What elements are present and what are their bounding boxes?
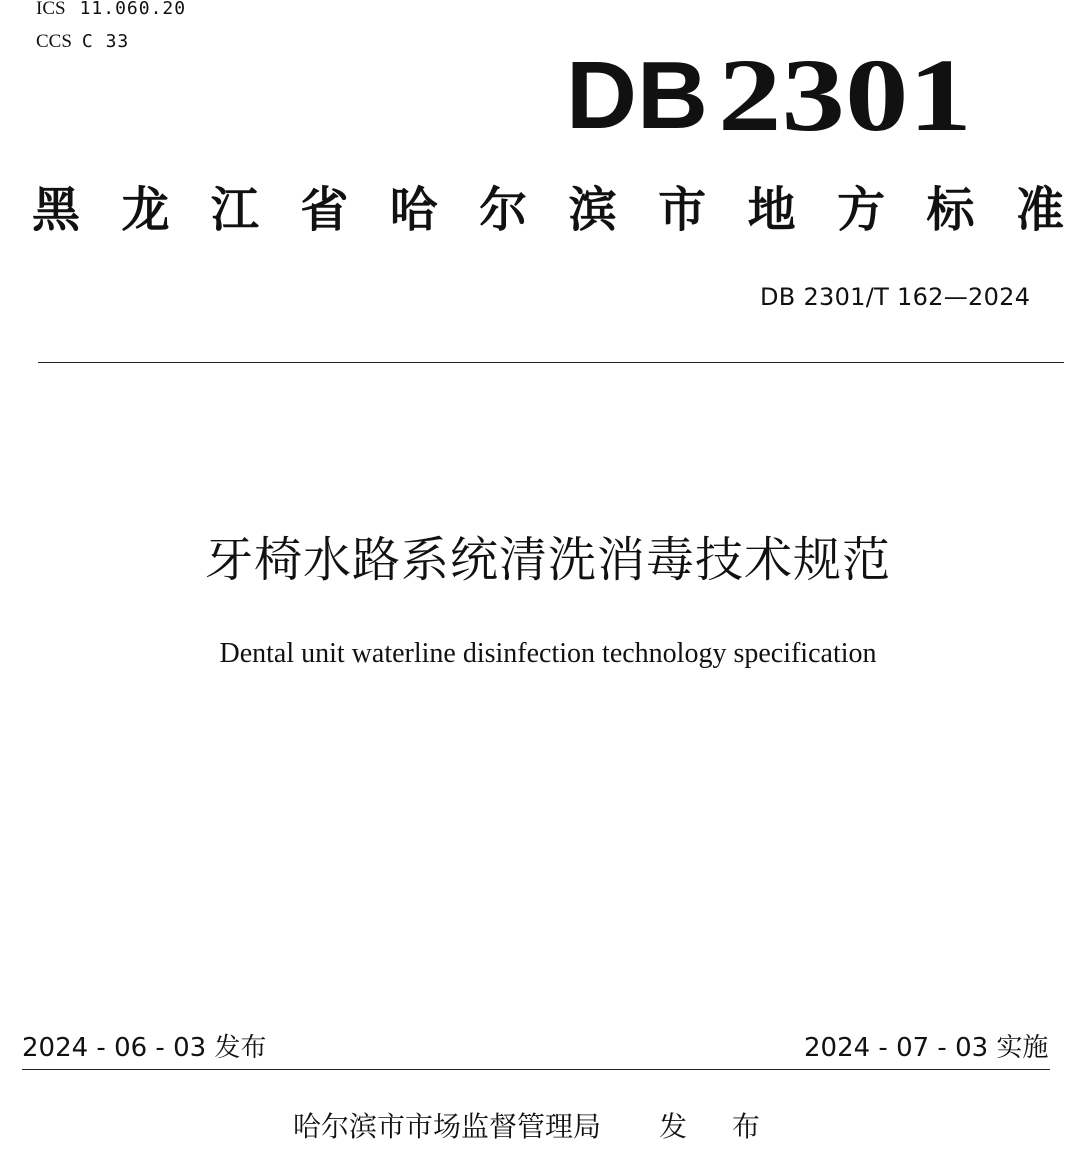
db-standard-logo <box>566 44 986 140</box>
publish-action: 发 布 <box>659 1110 778 1143</box>
region-title-char: 哈 <box>389 182 438 238</box>
ccs-label: CCS <box>36 31 72 52</box>
region-title-char: 准 <box>1015 182 1064 238</box>
region-title-char: 滨 <box>568 182 617 238</box>
region-title-char: 地 <box>747 182 796 238</box>
region-title-char: 黑 <box>31 182 80 238</box>
publisher-line <box>293 1107 778 1147</box>
region-title-char: 市 <box>658 182 707 238</box>
logo-code: 2301 <box>718 44 972 140</box>
implementation-date: 2024 - 07 - 03 实施 <box>804 1033 1049 1063</box>
ccs-value: C 33 <box>81 31 130 52</box>
document-title-chinese: 牙椅水路系统清洗消毒技术规范 <box>204 532 891 588</box>
document-title-english: Dental unit waterline disinfection technology specification <box>219 638 877 669</box>
region-standard-title <box>28 180 1068 240</box>
region-title-char: 江 <box>210 182 259 238</box>
top-divider <box>38 362 1064 363</box>
ics-label: ICS <box>36 0 66 19</box>
issue-date: 2024 - 06 - 03 发布 <box>22 1033 267 1063</box>
logo-prefix: DB <box>566 44 708 140</box>
ics-value: 11.060.20 <box>79 0 187 19</box>
region-title-char: 尔 <box>479 182 528 238</box>
region-title-char: 标 <box>926 182 975 238</box>
ccs-code <box>36 31 129 53</box>
region-title-char: 方 <box>837 182 886 238</box>
ics-code <box>36 0 186 20</box>
publisher-name: 哈尔滨市市场监督管理局 <box>293 1110 602 1143</box>
region-title-char: 龙 <box>121 182 170 238</box>
region-title-char: 省 <box>300 182 349 238</box>
standard-number: DB 2301/T 162—2024 <box>760 283 1031 311</box>
bottom-divider <box>22 1069 1050 1070</box>
